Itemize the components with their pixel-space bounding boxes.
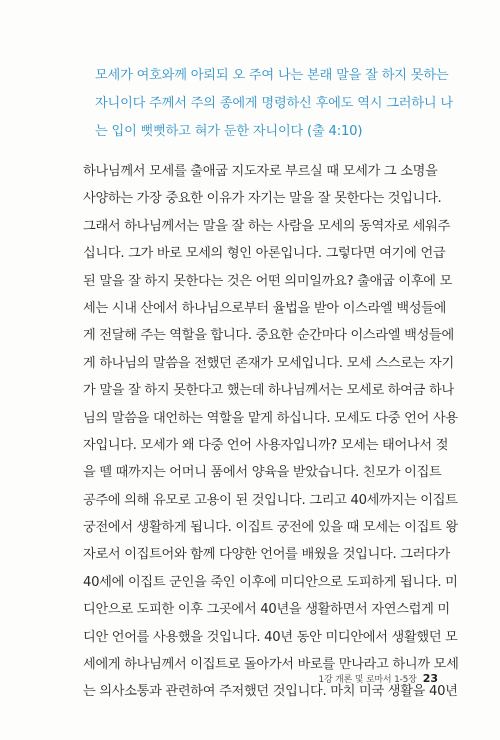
body-line: 된 말을 잘 하지 못한다는 것은 어떤 의미일까요? 출애굽 이후에 모 [83,273,453,289]
body-line: 디안 언어를 사용했을 것입니다. 40년 동안 미디안에서 생활했던 모 [83,629,458,645]
body-line: 궁전에서 생활하게 됩니다. 이집트 궁전에 있을 때 모세는 이집트 왕 [83,520,458,536]
quote-line: 자니이다 주께서 주의 종에게 명령하신 후에도 역시 그러하니 나 [95,96,453,111]
body-line: 가 말을 잘 하지 못한다고 했는데 하나님께서는 모세로 하여금 하나 [83,383,454,399]
scripture-quote [95,62,453,146]
body-line: 디안으로 도피한 이후 그곳에서 40년을 생활하면서 자연스럽게 미 [83,602,450,618]
page-number: 23 [422,672,438,685]
body-line: 세는 시내 산에서 하나님으로부터 율법을 받아 이스라엘 백성들에 [83,300,447,316]
chapter-title: 1강 개론 및 로마서 1-5장 [318,675,417,685]
body-line: 님의 말씀을 대언하는 역할을 맡게 하십니다. 모세도 다중 언어 사용 [83,410,458,426]
running-footer [318,672,438,685]
body-line: 는 의사소통과 관련하여 주저했던 것입니다. 마치 미국 생활을 40년 [83,684,458,700]
body-text [83,158,459,706]
body-line: 자입니다. 모세가 왜 다중 언어 사용자입니까? 모세는 태어나서 젖 [83,437,449,453]
quote-line: 는 입이 뻣뻣하고 혀가 둔한 자니이다 (출 4:10) [95,124,363,139]
body-line: 을 뗄 때까지는 어머니 품에서 양육을 받았습니다. 친모가 이집트 [83,465,442,481]
body-line: 공주에 의해 유모로 고용이 된 것입니다. 그리고 40세까지는 이집트 [83,492,458,508]
body-line: 게 하나님의 말씀을 전했던 존재가 모세입니다. 모세 스스로는 자기 [83,355,454,371]
body-line: 자로서 이집트어와 함께 다양한 언어를 배웠을 것입니다. 그러다가 [83,547,450,563]
body-line: 십니다. 그가 바로 모세의 형인 아론입니다. 그렇다면 여기에 언급 [83,246,446,262]
quote-line: 모세가 여호와께 아뢰되 오 주여 나는 본래 말을 잘 하지 못하는 [95,68,449,83]
body-line: 하나님께서 모세를 출애굽 지도자로 부르실 때 모세가 그 소명을 [83,164,438,179]
body-line: 그래서 하나님께서는 말을 잘 하는 사람을 모세의 동역자로 세워주 [83,218,450,234]
body-line: 게 전달해 주는 역할을 합니다. 중요한 순간마다 이스라엘 백성들에 [83,328,454,344]
body-line: 사양하는 가장 중요한 이유가 자기는 말을 잘 못한다는 것입니다. [83,191,442,207]
body-line: 세에게 하나님께서 이집트로 돌아가서 바로를 만나라고 하니까 모세 [83,657,459,673]
body-line: 40세에 이집트 군인을 죽인 이후에 미디안으로 도피하게 됩니다. 미 [83,574,458,590]
